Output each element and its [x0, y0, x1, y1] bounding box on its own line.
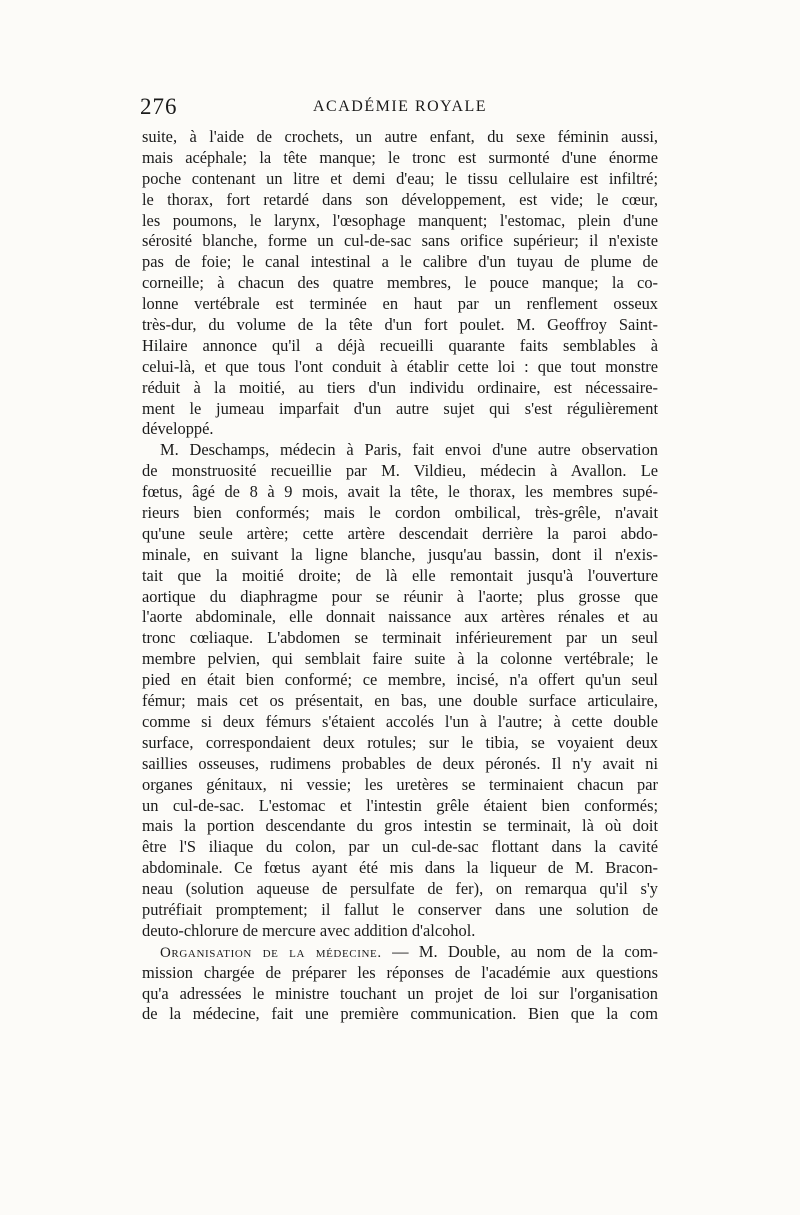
text-line: pas de foie; le canal intestinal a le calibre d'un tuyau de plume de	[142, 252, 658, 272]
text-line: neau (solution aqueuse de persulfate de fer), on remarqua qu'il s'y	[142, 879, 658, 899]
body-text	[142, 127, 658, 1025]
text-line: développé.	[142, 419, 214, 439]
section-text: — M. Double, au nom de la com-	[381, 941, 658, 961]
text-line: mais la portion descendante du gros intestin se terminait, là où doit	[142, 816, 658, 836]
text-line: abdominale. Ce fœtus ayant été mis dans la liqueur de M. Bracon-	[142, 858, 658, 878]
text-line: saillies osseuses, rudimens probables de deux péronés. Il n'y avait ni	[142, 753, 658, 773]
text-line: corneille; à chacun des quatre membres, le pouce manque; la co-	[142, 273, 658, 293]
text-line: deuto-chlorure de mercure avec addition d'alcohol.	[142, 920, 476, 940]
text-line: réduit à la moitié, au tiers d'un individu ordinaire, est nécessaire-	[142, 377, 658, 397]
text-line: rieurs bien conformés; mais le cordon ombilical, très-grêle, n'avait	[142, 503, 658, 523]
text-line: un cul-de-sac. L'estomac et l'intestin grêle étaient bien conformés;	[142, 795, 658, 815]
text-line: lonne vertébrale est terminée en haut par un renflement osseux	[142, 294, 658, 314]
text-line: pied en était bien conformé; ce membre, incisé, n'a offert qu'un seul	[142, 670, 658, 690]
text-line: suite, à l'aide de crochets, un autre enfant, du sexe féminin aussi,	[142, 127, 658, 146]
text-line: fœtus, âgé de 8 à 9 mois, avait la tête, le thorax, les membres supé-	[142, 482, 658, 502]
text-line: mission chargée de préparer les réponses de l'académie aux questions	[142, 962, 658, 982]
section-heading: Organisation de la médecine.	[160, 944, 382, 961]
section-first-line	[142, 942, 658, 963]
text-line: poche contenant un litre et demi d'eau; le tissu cellulaire est infiltré;	[142, 168, 658, 188]
text-line: le thorax, fort retardé dans son développement, est vide; le cœur,	[142, 189, 658, 209]
text-line: putréfiait promptement; il fallut le conserver dans une solution de	[142, 899, 658, 919]
text-line: les poumons, le larynx, l'œsophage manquent; l'estomac, plein d'une	[142, 210, 658, 230]
text-line: tronc cœliaque. L'abdomen se terminait inférieurement par un seul	[142, 628, 658, 648]
text-line: mais acéphale; la tête manque; le tronc est surmonté d'une énorme	[142, 147, 658, 167]
text-line: fémur; mais cet os présentait, en bas, une double surface articulaire,	[142, 691, 658, 711]
text-line: tait que la moitié droite; de là elle remontait jusqu'à l'ouverture	[142, 565, 658, 585]
running-head-title: ACADÉMIE ROYALE	[313, 98, 488, 115]
paragraph-first-line: M. Deschamps, médecin à Paris, fait envoi d'une autre observation	[160, 440, 658, 460]
text-line: surface, correspondaient deux rotules; sur le tibia, se voyaient deux	[142, 732, 658, 752]
text-line: de monstruosité recueillie par M. Vildieu, médecin à Avallon. Le	[142, 461, 658, 481]
text-line: membre pelvien, qui semblait faire suite à la colonne vertébrale; le	[142, 649, 658, 669]
text-line: qu'une seule artère; cette artère descendait derrière la paroi abdo-	[142, 523, 658, 543]
text-line: comme si deux fémurs s'étaient accolés l'un à l'autre; à cette double	[142, 711, 658, 731]
text-line: être l'S iliaque du colon, par un cul-de-sac flottant dans la cavité	[142, 837, 658, 857]
text-line: l'aorte abdominale, elle donnait naissance aux artères rénales et au	[142, 607, 658, 627]
text-line: très-dur, du volume de la tête d'un fort poulet. M. Geoffroy Saint-	[142, 315, 658, 335]
text-line: sérosité blanche, forme un cul-de-sac sans orifice supérieur; il n'existe	[142, 231, 658, 251]
text-line: celui-là, et que tous l'ont conduit à établir cette loi : que tout monstre	[142, 356, 658, 376]
text-line: qu'a adressées le ministre touchant un projet de loi sur l'organisation	[142, 983, 658, 1003]
text-line: organes génitaux, ni vessie; les uretères se terminaient chacun par	[142, 774, 658, 794]
text-line: minale, en suivant la ligne blanche, jusqu'au bassin, dont il n'exis-	[142, 544, 658, 564]
text-line: de la médecine, fait une première communication. Bien que la com	[142, 1004, 658, 1024]
page-number: 276	[140, 94, 178, 119]
text-line: ment le jumeau imparfait d'un autre sujet qui s'est régulièrement	[142, 398, 658, 418]
text-line: Hilaire annonce qu'il a déjà recueilli quarante faits semblables à	[142, 335, 658, 355]
text-line: aortique du diaphragme pour se réunir à l'aorte; plus grosse que	[142, 586, 658, 606]
running-head	[140, 94, 660, 120]
